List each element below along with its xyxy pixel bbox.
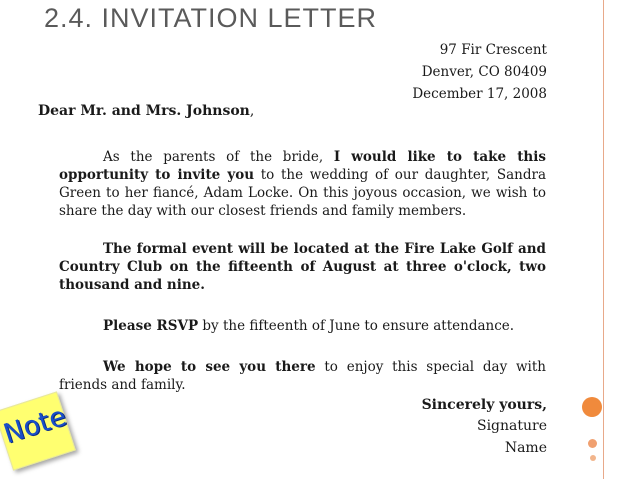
address-line-2: Denver, CO 80409 bbox=[421, 64, 547, 80]
salutation-name: Dear Mr. and Mrs. Johnson bbox=[38, 103, 250, 119]
paragraph-4-bold: We hope to see you there bbox=[103, 359, 316, 375]
paragraph-3-bold: Please RSVP bbox=[103, 318, 199, 334]
orange-dot-large bbox=[582, 397, 602, 417]
paragraph-1-text-a: As the parents of the bride, bbox=[103, 149, 334, 165]
salutation-punct: , bbox=[249, 103, 255, 119]
paragraph-1-bold: I would like to take this opportunity to invite you bbox=[59, 149, 546, 183]
paragraph-closing bbox=[59, 358, 546, 394]
paragraph-invitation bbox=[59, 148, 546, 220]
slide-title: 2.4. INVITATION LETTER bbox=[44, 3, 378, 33]
address-line-1: 97 Fir Crescent bbox=[439, 42, 547, 58]
paragraph-4-text: to enjoy this special day with friends and family. bbox=[59, 359, 546, 393]
right-border-line bbox=[603, 0, 604, 479]
paragraph-event-details bbox=[59, 240, 546, 294]
sincerely-yours: Sincerely yours, bbox=[421, 397, 547, 413]
note-label: Note bbox=[0, 400, 71, 451]
salutation bbox=[38, 103, 254, 119]
name-line: Name bbox=[504, 440, 547, 456]
paragraph-1-text-b: to the wedding of our daughter, Sandra Green to her fiancé, Adam Locke. On this joyous occasion, we wish to share the day with our closest friends and family members. bbox=[59, 167, 546, 219]
letter-date: December 17, 2008 bbox=[412, 86, 547, 102]
orange-dot-small bbox=[588, 439, 597, 448]
paragraph-rsvp bbox=[59, 317, 546, 335]
orange-dot-tiny bbox=[590, 455, 596, 461]
signature-line: Signature bbox=[476, 418, 547, 434]
paragraph-2-bold: The formal event will be located at the Fire Lake Golf and Country Club on the fifteenth of August at three o'clock, two thousand and nine. bbox=[59, 241, 546, 293]
paragraph-3-text: by the fifteenth of June to ensure attendance. bbox=[198, 318, 515, 334]
